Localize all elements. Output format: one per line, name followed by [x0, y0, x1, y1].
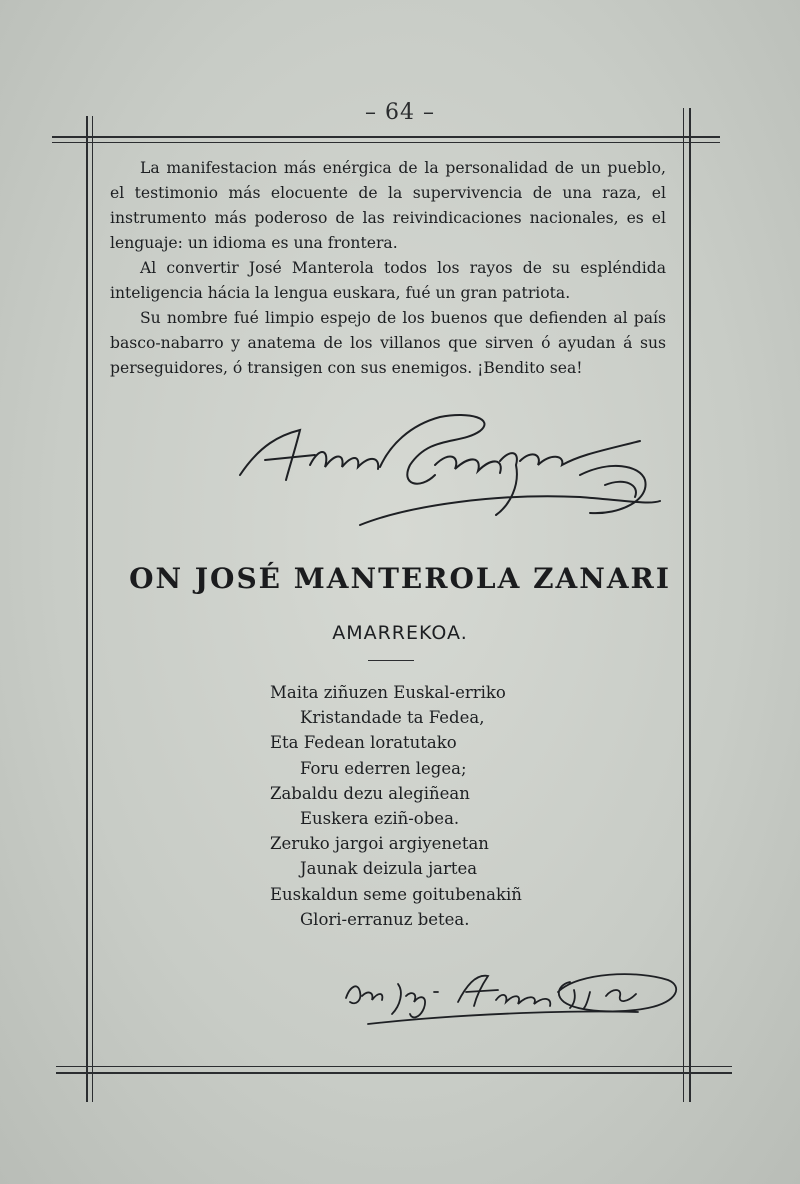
page-number: – 64 –	[365, 100, 435, 125]
poem-title: ON JOSÉ MANTEROLA ZANARI	[129, 562, 671, 595]
poem-line: Euskera eziñ-obea.	[300, 809, 460, 829]
poem-line: Kristandade ta Fedea,	[300, 708, 485, 728]
signature-arana	[338, 962, 688, 1038]
poem-line: Jaunak deizula jartea	[300, 859, 478, 879]
poem-subtitle: AMARREKOA.	[332, 622, 468, 644]
poem-line: Euskaldun seme goitubenakiñ	[270, 884, 522, 904]
prose-text	[110, 156, 666, 381]
poem-line: Maita ziñuzen Euskal-erriko	[270, 683, 506, 702]
paragraph: La manifestacion más enérgica de la personalidad de un pueblo, el testimonio más elocuente de la supervivencia de una raza, el instrumento más poderoso de las reivindicaciones nacionales, es el lenguaje: un idioma es una frontera.	[110, 159, 666, 252]
poem-line: Glori-erranuz betea.	[300, 909, 470, 929]
poem-line: Zeruko jargoi argiyenetan	[270, 834, 489, 854]
poem-line: Foru ederren legea;	[300, 758, 467, 778]
signature-arturo-campion	[220, 405, 670, 535]
poem-line: Eta Fedean loratutako	[270, 733, 457, 753]
poem	[270, 680, 590, 932]
paragraph: Su nombre fué limpio espejo de los buenos que defienden al país basco-nabarro y anatema de los villanos que sirven ó ayudan á sus perseguidores, ó transigen con sus enemigos. ¡Bendito sea!	[110, 309, 666, 377]
poem-line: Zabaldu dezu alegiñean	[270, 783, 470, 803]
paragraph: Al convertir José Manterola todos los rayos de su espléndida inteligencia hácia la lengua euskara, fué un gran patriota.	[110, 259, 666, 302]
divider	[368, 660, 414, 661]
